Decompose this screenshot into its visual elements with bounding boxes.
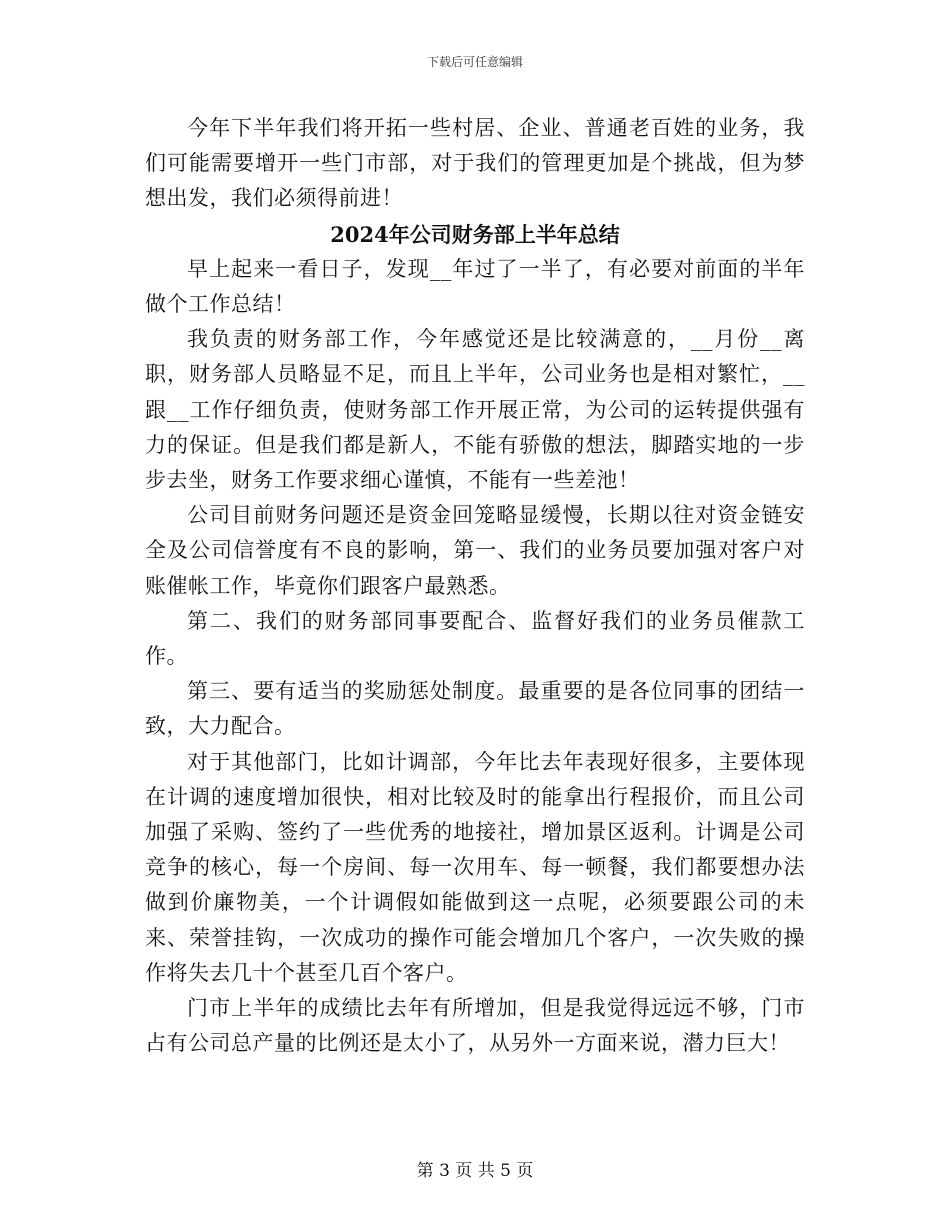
paragraph-planning-dept: 对于其他部门，比如计调部，今年比去年表现好很多，主要体现在计调的速度增加很快，相对比较及时的能拿出行程报价，而且公司加强了采购、签约了一些优秀的地接社，增加景区返利。计调是公司竞争的核心，每一个房间、每一次用车、每一顿餐，我们都要想办法做到价廉物美，一个计调假如能做到这一点呢，必须要跟公司的未来、荣誉挂钩，一次成功的操作可能会增加几个客户，一次失败的操作将失去几十个甚至几百个客户。 <box>145 749 805 985</box>
paragraph-finance-work: 我负责的财务部工作，今年感觉还是比较满意的，__月份__离职，财务部人员略显不足，而且上半年，公司业务也是相对繁忙，__跟__工作仔细负责，使财务部工作开展正常，为公司的运转提供强有力的保证。但是我们都是新人，不能有骄傲的想法，脚踏实地的一步步去坐，财务工作要求细心谨慎，不能有一些差池！ <box>145 327 805 493</box>
paragraph-second-point: 第二、我们的财务部同事要配合、监督好我们的业务员催款工作。 <box>145 608 805 669</box>
paragraph-intro: 今年下半年我们将开拓一些村居、企业、普通老百姓的业务，我们可能需要增开一些门市部，对于我们的管理更加是个挑战，但为梦想出发，我们必须得前进！ <box>145 116 805 211</box>
document-body <box>145 111 805 1061</box>
page-number: 第 3 页 共 5 页 <box>416 1161 534 1181</box>
paragraph-storefront: 门市上半年的成绩比去年有所增加，但是我觉得远远不够，门市占有公司总产量的比例还是太小了，从另外一方面来说，潜力巨大！ <box>145 996 805 1056</box>
page-header-note: 下载后可任意编辑 <box>426 55 523 69</box>
paragraph-third-point: 第三、要有适当的奖励惩处制度。最重要的是各位同事的团结一致，大力配合。 <box>145 679 805 739</box>
document-title: 2024年公司财务部上半年总结 <box>330 221 620 247</box>
paragraph-opening: 早上起来一看日子，发现__年过了一半了，有必要对前面的半年做个工作总结！ <box>145 256 805 317</box>
paragraph-finance-issues: 公司目前财务问题还是资金回笼略显缓慢，长期以往对资金链安全及公司信誉度有不良的影响，第一、我们的业务员要加强对客户对账催帐工作，毕竟你们跟客户最熟悉。 <box>145 503 805 598</box>
